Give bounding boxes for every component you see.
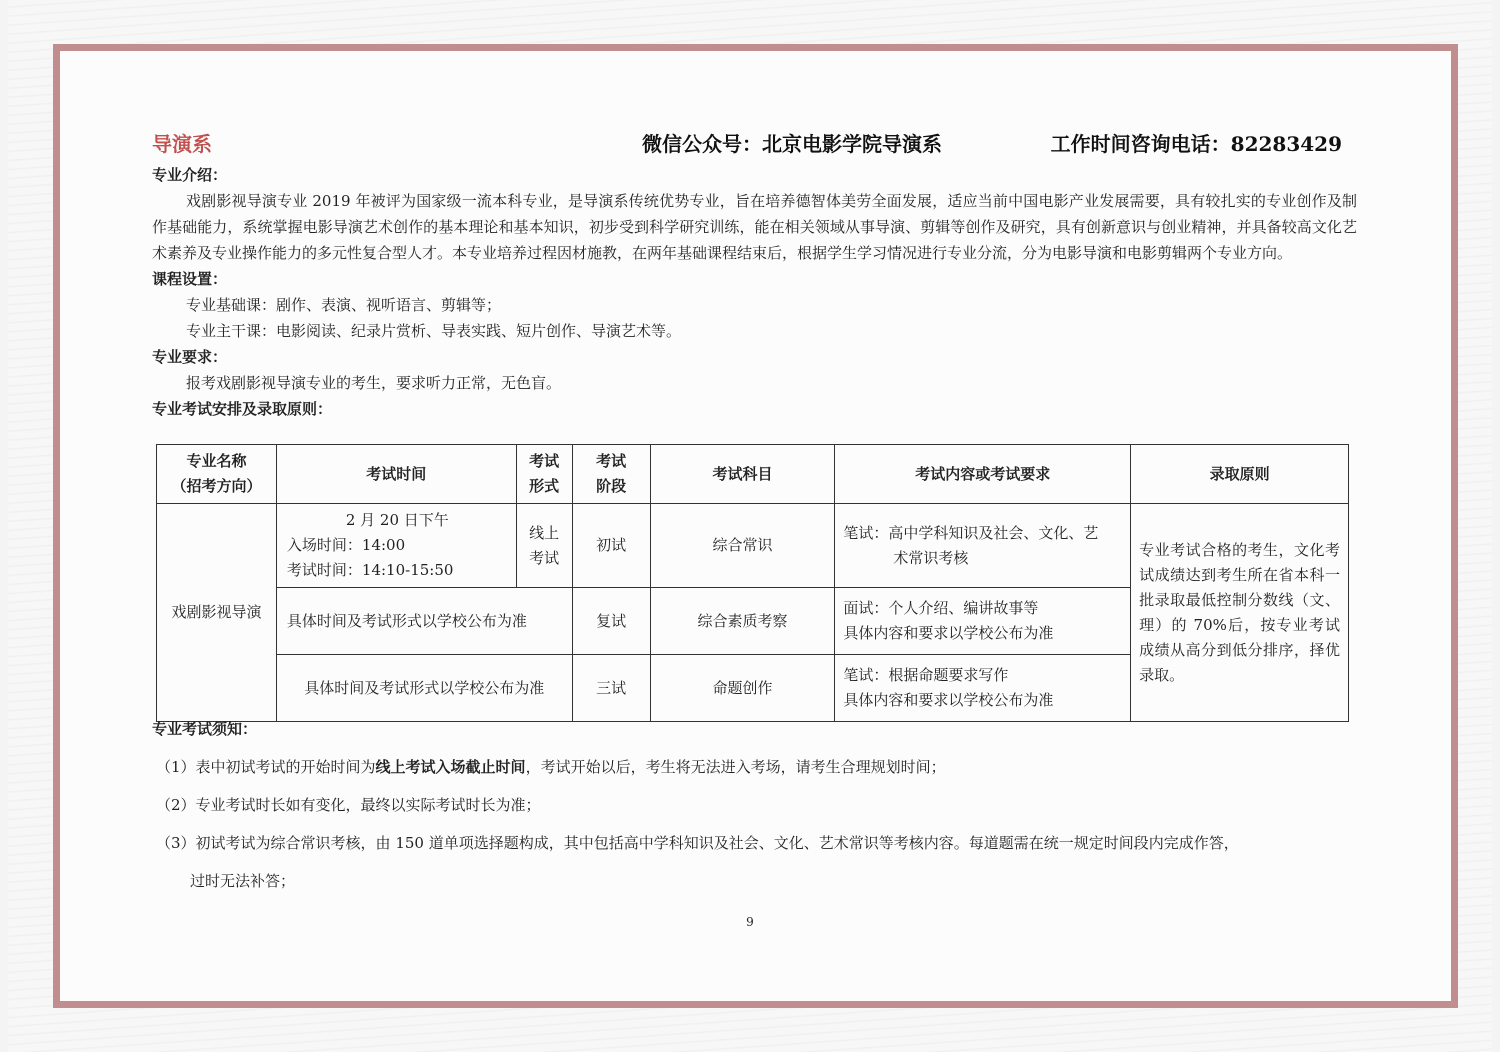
- requirements-heading: 专业要求：: [152, 348, 228, 366]
- header-time: 考试时间: [276, 445, 516, 504]
- subject-cell: 综合素质考察: [650, 588, 835, 655]
- content-cell: 笔试：根据命题要求写作 具体内容和要求以学校公布为准: [835, 655, 1131, 722]
- time-cell: 具体时间及考试形式以学校公布为准: [276, 588, 572, 655]
- major-cell: 戏剧影视导演: [157, 504, 277, 722]
- header-subject: 考试科目: [650, 445, 835, 504]
- header-form: 考试 形式: [516, 445, 572, 504]
- wechat-account: 微信公众号：北京电影学院导演系: [642, 132, 942, 156]
- header-admission: 录取原则: [1131, 445, 1349, 504]
- header-major: 专业名称 （招考方向）: [157, 445, 277, 504]
- stage-cell: 三试: [572, 655, 650, 722]
- time-cell: 具体时间及考试形式以学校公布为准: [276, 655, 572, 722]
- core-courses: 专业主干课：电影阅读、纪录片赏析、导表实践、短片创作、导演艺术等。: [186, 322, 682, 340]
- time-cell: 2 月 20 日下午 入场时间：14:00 考试时间：14:10-15:50: [276, 504, 516, 588]
- exam-heading: 专业考试安排及录取原则：: [152, 400, 333, 418]
- content-cell: 笔试：高中学科知识及社会、文化、艺 术常识考核: [835, 504, 1131, 588]
- exam-notes: [152, 716, 1372, 900]
- table-row: [157, 504, 1349, 588]
- note-item: （2）专业考试时长如有变化，最终以实际考试时长为准；: [156, 796, 541, 814]
- notes-heading: 专业考试须知：: [152, 720, 258, 738]
- page-header: [152, 128, 1342, 162]
- page-number: 9: [746, 915, 754, 929]
- department-title: 导演系: [152, 132, 212, 156]
- header-stage: 考试 阶段: [572, 445, 650, 504]
- note-item: （3）初试考试为综合常识考核，由 150 道单项选择题构成，其中包括高中学科知识及社会、文化、艺术常识等考核内容。每道题需在统一规定时间段内完成作答，: [156, 834, 1239, 852]
- form-cell: 线上 考试: [516, 504, 572, 588]
- content-cell: 面试：个人介绍、编讲故事等 具体内容和要求以学校公布为准: [835, 588, 1131, 655]
- header-content: 考试内容或考试要求: [835, 445, 1131, 504]
- courses-heading: 课程设置：: [152, 270, 228, 288]
- stage-cell: 初试: [572, 504, 650, 588]
- note-continuation: 过时无法补答；: [190, 872, 296, 890]
- note-item: （1）表中初试考试的开始时间为线上考试入场截止时间，考试开始以后，考生将无法进入考场，请考生合理规划时间；: [156, 758, 946, 776]
- exam-schedule-table: [156, 444, 1349, 722]
- intro-heading: 专业介绍：: [152, 166, 228, 184]
- subject-cell: 综合常识: [650, 504, 835, 588]
- contact-phone: 工作时间咨询电话：82283429: [1050, 132, 1342, 156]
- note-emphasis: 线上考试入场截止时间: [375, 758, 526, 776]
- table-header-row: [157, 445, 1349, 504]
- subject-cell: 命题创作: [650, 655, 835, 722]
- admission-cell: 专业考试合格的考生，文化考试成绩达到考生所在省本科一批录取最低控制分数线（文、理）的 70%后，按专业考试成绩从高分到低分排序，择优录取。: [1131, 504, 1349, 722]
- intro-paragraph: 戏剧影视导演专业 2019 年被评为国家级一流本科专业，是导演系传统优势专业，旨在培养德智体美劳全面发展，适应当前中国电影产业发展需要，具有较扎实的专业创作及制作基础能力，系统掌握电影导演艺术创作的基本理论和基本知识，初步受到科学研究训练，能在相关领域从事导演、剪辑等创作及研究，具有创新意识与创业精神，并具备较高文化艺术素养及专业操作能力的多元性复合型人才。本专业培养过程因材施教，在两年基础课程结束后，根据学生学习情况进行专业分流，分为电影导演和电影剪辑两个专业方向。: [152, 192, 1357, 262]
- stage-cell: 复试: [572, 588, 650, 655]
- main-content: [152, 162, 1357, 422]
- basic-courses: 专业基础课：剧作、表演、视听语言、剪辑等；: [186, 296, 502, 314]
- requirements-text: 报考戏剧影视导演专业的考生，要求听力正常，无色盲。: [186, 374, 562, 392]
